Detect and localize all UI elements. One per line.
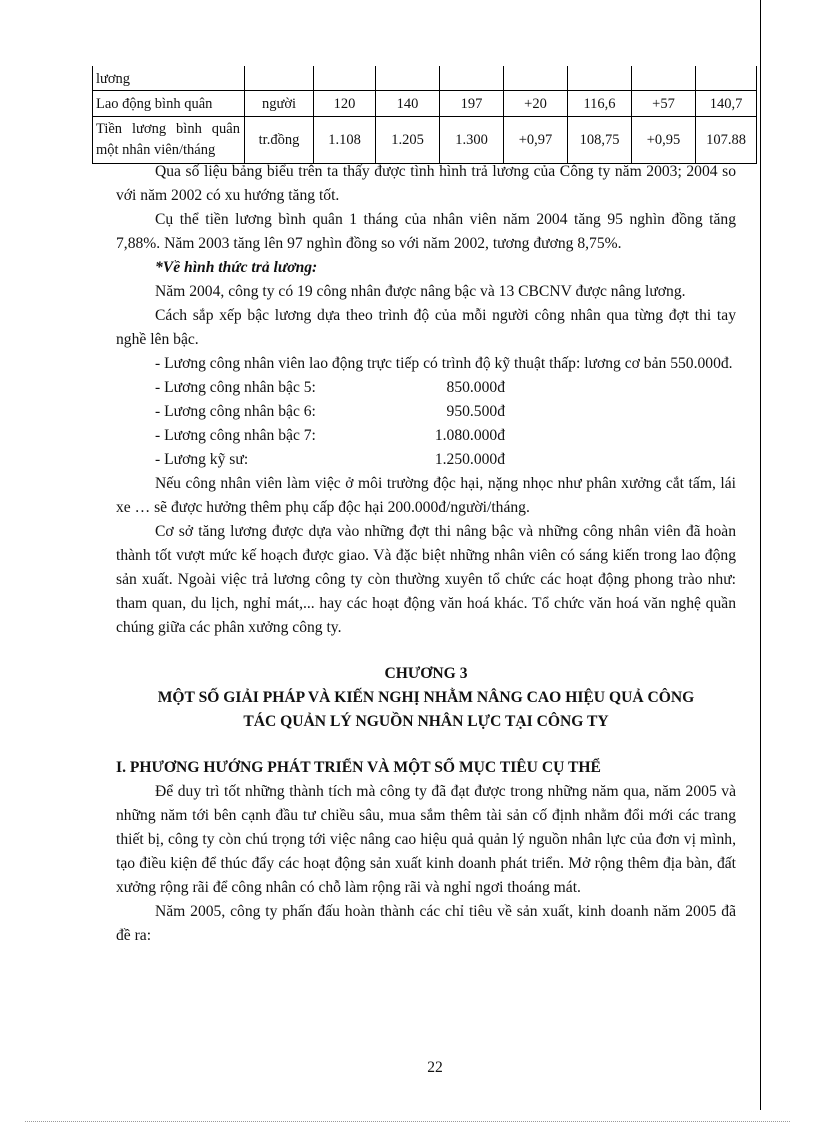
table-cell — [696, 66, 757, 91]
paragraph: Để duy trì tốt những thành tích mà công ty đã đạt được trong những năm qua, năm 2005 và những năm tới bên cạnh đầu tư chiều sâu, mua sắm thêm tài sản cố định nhằm đổi mới các trang thiết bị, công ty còn chú trọng tới việc nâng cao hiệu quả quản lý nguồn nhân lực của đơn vị mình, tạo điều kiện để thúc đẩy các hoạt động sản xuất kinh doanh phát triển. Mở rộng thêm địa bàn, đất xưởng rộng rãi để công nhân có chỗ làm rộng rãi và nghỉ ngơi thoáng mát. — [116, 783, 736, 896]
table-cell — [504, 66, 568, 91]
paragraph: Cách sắp xếp bậc lương dựa theo trình độ của mỗi người công nhân qua từng đợt thi tay nghề lên bậc. — [116, 307, 736, 348]
salary-amount: 1.080.000đ — [434, 427, 505, 444]
paragraph: - Lương công nhân viên lao động trực tiếp có trình độ kỹ thuật thấp: lương cơ bản 550.000đ. — [155, 355, 733, 372]
table-cell: 116,6 — [568, 91, 632, 117]
page-frame-right — [760, 0, 761, 1110]
salary-line — [116, 448, 736, 472]
table-row — [93, 117, 757, 164]
salary-table — [92, 66, 757, 164]
page-frame-bottom — [25, 1121, 790, 1122]
table-cell — [568, 66, 632, 91]
table-cell: +0,95 — [632, 117, 696, 164]
table-cell: +20 — [504, 91, 568, 117]
table-cell-label: Lao động bình quân — [93, 91, 245, 117]
table-cell: +0,97 — [504, 117, 568, 164]
table-cell: +57 — [632, 91, 696, 117]
table-cell-label: lương — [93, 66, 245, 91]
table-cell — [376, 66, 440, 91]
salary-line — [116, 400, 736, 424]
salary-label: - Lương công nhân bậc 7: — [155, 427, 316, 444]
table-cell-unit — [245, 66, 314, 91]
salary-label: - Lương kỹ sư: — [155, 451, 249, 468]
table-cell-unit: tr.đồng — [245, 117, 314, 164]
salary-amount: 1.250.000đ — [434, 451, 505, 468]
salary-amount: 950.500đ — [446, 403, 505, 420]
subheading: *Về hình thức trả lương: — [155, 259, 318, 276]
table-cell: 108,75 — [568, 117, 632, 164]
table-cell: 120 — [314, 91, 376, 117]
document-body — [116, 160, 736, 948]
section-heading: I. PHƯƠNG HƯỚNG PHÁT TRIỂN VÀ MỘT SỐ MỤC TIÊU CỤ THỂ — [116, 759, 601, 776]
table-cell: 1.108 — [314, 117, 376, 164]
table-cell: 140,7 — [696, 91, 757, 117]
table-cell: 197 — [440, 91, 504, 117]
table-cell — [632, 66, 696, 91]
paragraph: Cơ sở tăng lương được dựa vào những đợt thi nâng bậc và những công nhân viên đã hoàn thành tốt vượt mức kế hoạch được giao. Và đặc biệt những nhân viên có sáng kiến trong lao động sản xuất. Ngoài việc trả lương công ty còn thường xuyên tổ chức các hoạt động phong trào như: tham quan, du lịch, nghỉ mát,... hay các hoạt động văn hoá khác. Tổ chức văn hoá văn nghệ quần chúng giữa các phân xưởng công ty. — [116, 523, 736, 636]
chapter-number: CHƯƠNG 3 — [384, 665, 468, 682]
table-row — [93, 91, 757, 117]
salary-label: - Lương công nhân bậc 5: — [155, 379, 316, 396]
paragraph: Năm 2004, công ty có 19 công nhân được nâng bậc và 13 CBCNV được nâng lương. — [155, 283, 686, 300]
table-cell — [314, 66, 376, 91]
table-cell: 1.300 — [440, 117, 504, 164]
table-cell — [440, 66, 504, 91]
salary-amount: 850.000đ — [446, 379, 505, 396]
table-cell: 107.88 — [696, 117, 757, 164]
paragraph: Năm 2005, công ty phấn đấu hoàn thành các chỉ tiêu về sản xuất, kinh doanh năm 2005 đã đề ra: — [116, 903, 736, 944]
paragraph: Qua số liệu bảng biểu trên ta thấy được tình hình trả lương của Công ty năm 2003; 2004 so với năm 2002 có xu hướng tăng tốt. — [116, 163, 736, 204]
salary-label: - Lương công nhân bậc 6: — [155, 403, 316, 420]
salary-line — [116, 424, 736, 448]
table-cell: 140 — [376, 91, 440, 117]
salary-line — [116, 376, 736, 400]
table-cell-label: Tiền lương bình quân một nhân viên/tháng — [93, 117, 245, 164]
page-number: 22 — [427, 1059, 443, 1076]
table-cell-unit: người — [245, 91, 314, 117]
table-cell: 1.205 — [376, 117, 440, 164]
paragraph: Nếu công nhân viên làm việc ở môi trường độc hại, nặng nhọc như phân xưởng cắt tấm, lái xe … sẽ được hưởng thêm phụ cấp độc hại 200.000đ/người/tháng. — [116, 475, 736, 516]
chapter-title-line-1: MỘT SỐ GIẢI PHÁP VÀ KIẾN NGHỊ NHẰM NÂNG CAO HIỆU QUẢ CÔNG — [157, 689, 695, 706]
table-row — [93, 66, 757, 91]
paragraph: Cụ thể tiền lương bình quân 1 tháng của nhân viên năm 2004 tăng 95 nghìn đồng tăng 7,88%. Năm 2003 tăng lên 97 nghìn đồng so với năm 2002, tương đương 8,75%. — [116, 211, 736, 252]
chapter-title-line-2: TÁC QUẢN LÝ NGUỒN NHÂN LỰC TẠI CÔNG TY — [243, 713, 609, 730]
